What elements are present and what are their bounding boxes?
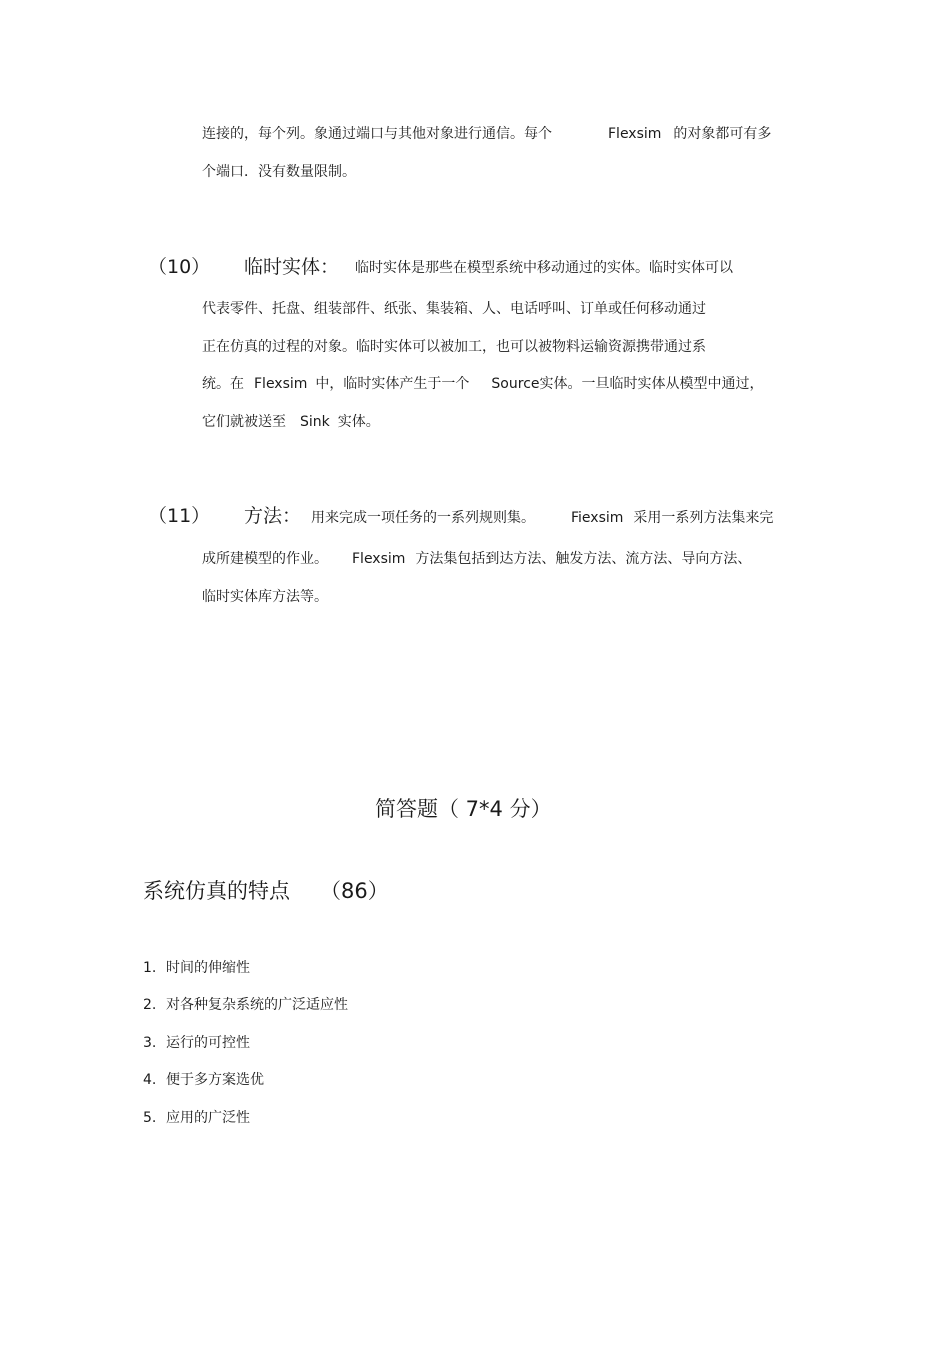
item10-line-3: 正在仿真的过程的对象。临时实体可以被加工，也可以被物料运输资源携带通过系 [202, 339, 706, 355]
text-segment: 的对象都可有多 [673, 126, 772, 142]
list-item [143, 1034, 250, 1052]
list-item [143, 1109, 250, 1127]
term-temporary-entity: 临时实体： [244, 256, 340, 278]
text-segment: Flexsim [608, 126, 662, 142]
term-method: 方法： [244, 505, 302, 527]
list-number: 3. [143, 1035, 157, 1051]
subsection-title [143, 878, 389, 904]
text-segment: 中，临时实体产生于一个 [315, 376, 470, 392]
text-segment: 连接的，每个列。象通过端口与其他对象进行通信。每个 [202, 126, 552, 142]
list-text: 时间的伸缩性 [166, 960, 250, 976]
subsection-heading: 系统仿真的特点 [143, 879, 290, 903]
text-segment: Sink [300, 414, 330, 430]
item10-line-4 [202, 375, 764, 393]
continued-line-2: 个端口．没有数量限制。 [202, 164, 356, 180]
section-title: 简答题（ 7*4 分） [375, 797, 552, 821]
list-number: 4. [143, 1072, 157, 1088]
text-segment: 统。在 [202, 376, 244, 392]
list-number: 2. [143, 997, 157, 1013]
text-segment: Flexsim [352, 551, 406, 567]
list-text: 便于多方案选优 [166, 1072, 264, 1088]
item-number-11: （11） [148, 505, 211, 527]
text-segment: 它们就被送至 [202, 414, 286, 430]
item11-line-2 [202, 550, 751, 568]
continued-line-1 [202, 125, 771, 143]
text-segment: 实体。 [337, 414, 380, 430]
page-reference: （86） [320, 879, 389, 903]
list-item [143, 1071, 264, 1089]
text-segment: Source [491, 376, 540, 392]
text-segment: 实体。一旦临时实体从模型中通过， [539, 376, 764, 392]
item11-line-3: 临时实体库方法等。 [202, 589, 328, 605]
item11-line-1 [311, 509, 773, 527]
text-segment: 用来完成一项任务的一系列规则集。 [311, 510, 535, 526]
text-segment: Flexsim [254, 376, 308, 392]
list-number: 5. [143, 1110, 157, 1126]
list-item [143, 959, 250, 977]
list-text: 应用的广泛性 [166, 1110, 250, 1126]
item10-line-2: 代表零件、托盘、组装部件、纸张、集装箱、人、电话呼叫、订单或任何移动通过 [202, 301, 706, 317]
item10-line-5 [202, 413, 380, 431]
text-segment: 采用一系列方法集来完 [633, 510, 774, 526]
text-segment: 成所建模型的作业。 [202, 551, 328, 567]
item10-line-1: 临时实体是那些在模型系统中移动通过的实体。临时实体可以 [355, 260, 733, 276]
list-text: 运行的可控性 [166, 1035, 250, 1051]
list-text: 对各种复杂系统的广泛适应性 [166, 997, 348, 1013]
text-segment: Fiexsim [571, 510, 624, 526]
list-item [143, 996, 348, 1014]
list-number: 1. [143, 960, 157, 976]
text-segment: 方法集包括到达方法、触发方法、流方法、导向方法、 [415, 551, 752, 567]
item-number-10: （10） [148, 256, 211, 278]
